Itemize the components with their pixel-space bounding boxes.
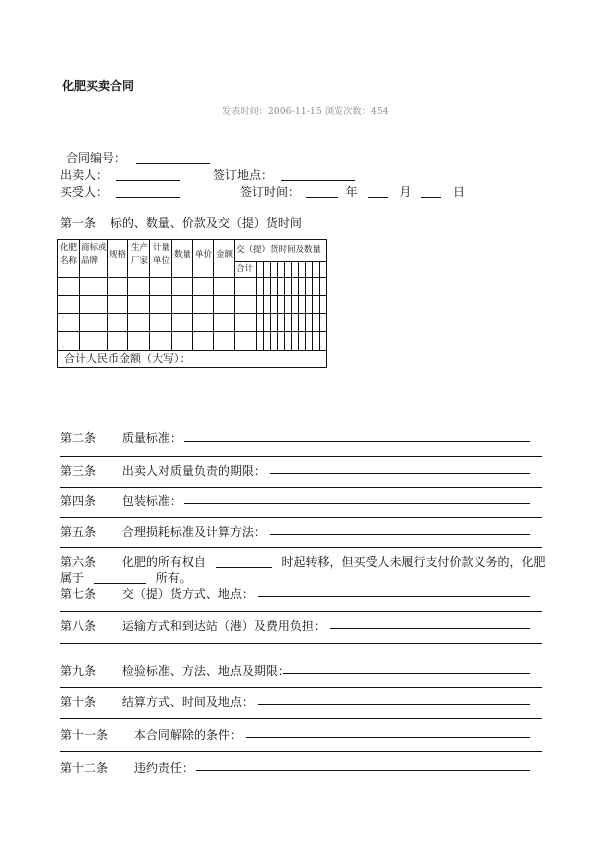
article-4-blank-2[interactable] [60, 517, 542, 518]
col-header-qty: 数量 [174, 250, 192, 260]
sign-place-label: 签订地点： [213, 168, 274, 182]
article-1-number: 第一条 [60, 216, 97, 230]
article-6-text-a: 化肥的所有权自 [121, 555, 206, 569]
sign-place-blank[interactable] [281, 168, 355, 181]
article-6-text-c: 属于 [60, 571, 85, 585]
article-5 [60, 523, 266, 540]
article-10-blank[interactable] [258, 704, 530, 705]
article-9-blank[interactable] [283, 673, 530, 674]
article-2-blank-2[interactable] [60, 456, 542, 457]
article-5-number: 第五条 [60, 525, 97, 539]
article-9-number: 第九条 [60, 664, 97, 678]
article-3-number: 第三条 [60, 464, 97, 478]
col-header-unit: 计量单位 [153, 243, 171, 266]
article-11-blank[interactable] [246, 737, 530, 738]
article-8-number: 第八条 [60, 619, 97, 633]
article-11-text: 本合同解除的条件： [133, 728, 242, 742]
article-10-number: 第十条 [60, 695, 97, 709]
sign-time-label: 签订时间： [240, 185, 301, 199]
article-3 [60, 462, 266, 479]
article-3-blank[interactable] [270, 473, 530, 474]
contract-number-label: 合同编号： [66, 151, 127, 165]
article-9 [60, 662, 290, 679]
seller-row [60, 166, 180, 183]
sign-place-row [213, 166, 355, 183]
article-12-text: 违约责任： [133, 761, 194, 775]
contract-number-row [66, 149, 210, 166]
article-4-text: 包装标准： [121, 494, 182, 508]
buyer-blank[interactable] [116, 185, 180, 198]
article-4-blank[interactable] [184, 503, 530, 504]
seller-blank[interactable] [116, 168, 180, 181]
col-header-price: 单价 [195, 250, 213, 260]
article-4-number: 第四条 [60, 494, 97, 508]
article-2-blank[interactable] [184, 441, 530, 442]
col-header-total: 合计 [236, 264, 254, 274]
seller-label: 出卖人： [60, 168, 109, 182]
article-7-number: 第七条 [60, 587, 97, 601]
article-6-text-d: 所有。 [155, 571, 192, 585]
article-6-transfer-blank[interactable] [216, 555, 272, 568]
col-header-spec: 规格 [109, 250, 127, 260]
article-2 [60, 429, 182, 446]
sign-time-row [240, 183, 465, 200]
article-10-blank-2[interactable] [60, 718, 542, 719]
article-1 [60, 214, 302, 231]
day-label: 日 [453, 185, 466, 199]
buyer-label: 买受人： [60, 185, 109, 199]
article-8-text: 运输方式和到达站（港）及费用负担： [121, 619, 326, 633]
contract-number-blank[interactable] [136, 151, 210, 164]
article-7 [60, 585, 254, 602]
article-4 [60, 492, 182, 509]
article-12 [60, 759, 194, 776]
article-6-number: 第六条 [60, 555, 97, 569]
article-2-text: 质量标准： [121, 431, 182, 445]
col-header-delivery: 交（提）货时间及数量 [236, 245, 322, 255]
article-10 [60, 693, 254, 710]
article-3-blank-2[interactable] [60, 487, 542, 488]
article-2-number: 第二条 [60, 431, 97, 445]
article-8 [60, 617, 326, 634]
col-header-brand: 商标或品牌 [81, 243, 107, 266]
article-6-owner-blank[interactable] [94, 571, 146, 584]
article-12-number: 第十二条 [60, 761, 109, 775]
article-5-text: 合理损耗标准及计算方法： [121, 525, 266, 539]
publish-meta: 发表时间：2006-11-15 浏览次数：454 [222, 107, 389, 117]
buyer-row [60, 183, 180, 200]
article-6-continued [60, 569, 192, 586]
sign-month-blank[interactable] [368, 185, 388, 198]
article-5-blank[interactable] [270, 534, 530, 535]
article-7-blank-2[interactable] [60, 611, 542, 612]
article-6-text-b: 时起转移，但买受人未履行支付价款义务的，化肥 [281, 555, 546, 569]
article-6 [60, 553, 546, 570]
article-11-number: 第十一条 [60, 728, 109, 742]
table-total-amount: 合计人民币金额（大写）： [64, 352, 191, 365]
col-header-maker: 生产厂家 [131, 243, 149, 266]
article-7-text: 交（提）货方式、地点： [121, 587, 254, 601]
article-9-text: 检验标准、方法、地点及期限： [121, 664, 290, 678]
article-7-blank[interactable] [258, 596, 530, 597]
article-5-blank-2[interactable] [60, 547, 542, 548]
article-1-text: 标的、数量、价款及交（提）货时间 [109, 216, 302, 230]
month-label: 月 [399, 185, 412, 199]
sign-year-blank[interactable] [306, 185, 338, 198]
article-11-blank-2[interactable] [60, 751, 542, 752]
document-title: 化肥买卖合同 [62, 79, 135, 93]
article-10-text: 结算方式、时间及地点： [121, 695, 254, 709]
sign-day-blank[interactable] [421, 185, 441, 198]
article-3-text: 出卖人对质量负责的期限： [121, 464, 266, 478]
article-8-blank[interactable] [330, 628, 530, 629]
article-11 [60, 726, 242, 743]
article-12-blank[interactable] [196, 770, 530, 771]
article-8-blank-2[interactable] [60, 643, 542, 644]
year-label: 年 [345, 185, 358, 199]
goods-table [57, 239, 327, 368]
col-header-amount: 金额 [216, 250, 234, 260]
article-9-blank-2[interactable] [60, 687, 542, 688]
col-header-name: 化肥名称 [60, 243, 78, 266]
